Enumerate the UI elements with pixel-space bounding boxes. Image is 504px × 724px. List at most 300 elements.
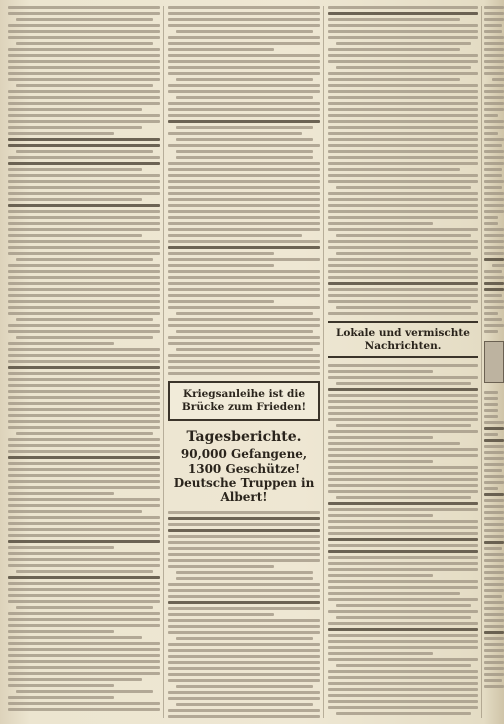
text-line — [168, 619, 320, 622]
text-line — [8, 438, 160, 441]
text-line — [328, 138, 478, 141]
text-line — [328, 574, 433, 577]
text-line — [484, 541, 504, 544]
text-line — [8, 48, 160, 51]
text-line — [484, 595, 502, 598]
text-line — [484, 168, 502, 171]
text-line — [484, 529, 504, 532]
text-line — [484, 625, 504, 628]
war-bond-notice-text: Kriegsanleihe ist die Brücke zum Frieden! — [181, 388, 307, 414]
text-line — [8, 138, 160, 141]
text-line — [484, 475, 504, 478]
text-line — [8, 78, 160, 81]
text-line — [8, 582, 160, 585]
text-line — [168, 366, 320, 369]
local-news-heading: Lokale und vermischte Nachrichten. — [328, 321, 478, 358]
text-line — [168, 102, 320, 105]
text-line — [176, 78, 313, 81]
text-line — [168, 54, 320, 57]
text-line — [484, 102, 504, 105]
text-line — [328, 544, 478, 547]
text-line — [168, 559, 320, 562]
text-line — [8, 276, 160, 279]
text-line — [328, 376, 478, 379]
text-line — [484, 499, 504, 502]
text-line — [168, 282, 320, 285]
text-line — [8, 498, 160, 501]
text-line — [176, 138, 313, 141]
text-line — [484, 144, 502, 147]
text-line — [8, 24, 160, 27]
text-line — [8, 90, 160, 93]
text-line — [8, 552, 160, 555]
text-line — [168, 523, 320, 526]
text-line — [168, 541, 320, 544]
text-line — [484, 138, 504, 141]
text-line — [168, 679, 320, 682]
text-line — [8, 270, 160, 273]
text-line — [168, 655, 320, 658]
text-line — [484, 318, 502, 321]
text-line — [168, 198, 320, 201]
text-line — [484, 126, 504, 129]
text-line — [492, 78, 504, 81]
text-line — [484, 427, 504, 430]
text-line — [8, 534, 160, 537]
text-line — [8, 288, 160, 291]
text-line — [168, 607, 320, 610]
text-line — [8, 588, 160, 591]
text-line — [8, 642, 160, 645]
text-line — [8, 354, 160, 357]
text-line — [168, 174, 320, 177]
text-line — [168, 294, 320, 297]
text-line — [8, 306, 160, 309]
text-line — [328, 18, 460, 21]
text-line — [484, 6, 504, 9]
text-line — [176, 96, 313, 99]
text-line — [328, 90, 478, 93]
text-line — [484, 192, 504, 195]
text-line — [484, 54, 504, 57]
text-line — [8, 648, 160, 651]
text-line — [328, 508, 478, 511]
text-line — [168, 36, 320, 39]
text-line — [484, 324, 504, 327]
text-line — [8, 240, 160, 243]
text-line — [8, 174, 160, 177]
text-line — [168, 144, 320, 147]
text-line — [168, 90, 320, 93]
text-line — [168, 186, 320, 189]
text-line — [8, 420, 160, 423]
text-line — [168, 643, 320, 646]
text-line — [328, 532, 478, 535]
text-line — [328, 394, 478, 397]
text-line — [168, 264, 274, 267]
text-line — [16, 432, 153, 435]
text-line — [168, 204, 320, 207]
text-line — [328, 36, 478, 39]
text-line — [168, 661, 320, 664]
text-line — [484, 445, 504, 448]
text-line — [328, 216, 478, 219]
text-line — [336, 186, 471, 189]
text-line — [8, 708, 160, 711]
text-line — [168, 342, 320, 345]
text-line — [8, 252, 160, 255]
advertisement-block — [484, 341, 504, 383]
text-line — [8, 624, 160, 627]
text-line — [8, 558, 160, 561]
text-line — [484, 511, 504, 514]
text-line — [484, 493, 504, 496]
text-line — [328, 364, 478, 367]
text-line — [484, 150, 504, 153]
text-line — [484, 403, 498, 406]
column-4-edge — [484, 6, 504, 718]
text-line — [484, 96, 504, 99]
text-line — [484, 246, 504, 249]
text-line — [484, 306, 504, 309]
text-line — [16, 258, 153, 261]
text-line — [328, 688, 478, 691]
text-line — [168, 649, 320, 652]
text-line — [8, 192, 160, 195]
text-line — [168, 354, 320, 357]
text-line — [8, 594, 160, 597]
text-line — [8, 54, 160, 57]
text-line — [484, 12, 504, 15]
text-line — [328, 132, 478, 135]
text-line — [328, 592, 460, 595]
text-line — [168, 84, 320, 87]
text-line — [484, 565, 504, 568]
text-line — [484, 240, 504, 243]
text-line — [484, 216, 498, 219]
text-line — [8, 366, 160, 369]
text-line — [484, 222, 498, 225]
text-line — [8, 120, 160, 123]
text-line — [328, 430, 478, 433]
text-line — [8, 528, 160, 531]
text-line — [8, 72, 160, 75]
text-line — [328, 670, 478, 673]
text-line — [328, 108, 478, 111]
text-line — [328, 502, 478, 505]
text-line — [168, 246, 320, 249]
text-line — [484, 415, 498, 418]
text-line — [8, 144, 160, 147]
text-line — [176, 312, 313, 315]
text-line — [168, 691, 320, 694]
text-line — [328, 276, 478, 279]
text-line — [328, 228, 478, 231]
text-line — [8, 456, 160, 459]
text-line — [328, 466, 478, 469]
text-line — [484, 451, 504, 454]
text-line — [484, 439, 504, 442]
text-line — [8, 618, 160, 621]
text-line — [336, 42, 471, 45]
text-line — [168, 180, 320, 183]
text-line — [336, 616, 471, 619]
text-line — [336, 252, 471, 255]
text-line — [176, 156, 313, 159]
text-line — [484, 156, 504, 159]
text-line — [8, 210, 160, 213]
text-line — [484, 583, 504, 586]
text-line — [168, 66, 320, 69]
text-line — [484, 559, 504, 562]
text-line — [8, 114, 160, 117]
text-line — [484, 553, 504, 556]
text-line — [176, 703, 313, 706]
text-line — [484, 228, 504, 231]
text-line — [8, 216, 160, 219]
text-line — [168, 595, 320, 598]
text-line — [328, 300, 478, 303]
text-line — [328, 550, 478, 553]
text-line — [8, 348, 160, 351]
text-line — [168, 132, 302, 135]
text-line — [484, 288, 504, 291]
text-line — [16, 606, 153, 609]
text-line — [8, 66, 160, 69]
text-line — [176, 150, 313, 153]
text-line — [8, 414, 160, 417]
text-line — [336, 712, 471, 715]
text-line — [492, 264, 504, 267]
text-line — [484, 409, 498, 412]
text-line — [168, 114, 320, 117]
text-line — [484, 523, 504, 526]
text-line — [484, 18, 504, 21]
text-line — [328, 538, 478, 541]
text-line — [8, 654, 160, 657]
text-line — [8, 126, 142, 129]
text-line — [8, 384, 160, 387]
text-line — [168, 318, 320, 321]
text-line — [336, 496, 471, 499]
text-line — [328, 312, 478, 315]
text-line — [484, 108, 504, 111]
text-line — [328, 514, 433, 517]
text-line — [16, 690, 153, 693]
text-line — [484, 114, 498, 117]
text-line — [8, 474, 160, 477]
text-line — [484, 571, 504, 574]
text-line — [168, 258, 320, 261]
text-line — [8, 360, 160, 363]
text-line — [484, 48, 504, 51]
text-line — [328, 240, 478, 243]
text-line — [328, 204, 478, 207]
text-line — [328, 634, 478, 637]
text-line — [484, 685, 504, 688]
text-line — [328, 222, 433, 225]
text-line — [484, 66, 504, 69]
text-line — [484, 90, 504, 93]
text-line — [484, 186, 502, 189]
text-line — [8, 462, 160, 465]
text-line — [168, 625, 320, 628]
text-line — [484, 120, 504, 123]
text-line — [484, 72, 504, 75]
text-line — [328, 682, 478, 685]
column-2 — [168, 6, 320, 718]
text-line — [484, 547, 502, 550]
text-line — [8, 168, 142, 171]
text-line — [484, 204, 504, 207]
text-line — [484, 42, 504, 45]
text-line — [168, 709, 320, 712]
text-line — [328, 580, 478, 583]
text-line — [484, 276, 504, 279]
text-line — [328, 388, 478, 391]
text-line — [328, 60, 478, 63]
text-line — [328, 640, 478, 643]
text-line — [328, 652, 433, 655]
column-divider — [163, 6, 164, 718]
text-line — [328, 400, 478, 403]
text-line — [328, 586, 478, 589]
text-line — [168, 288, 320, 291]
text-line — [8, 504, 160, 507]
text-line — [8, 180, 160, 183]
text-line — [8, 390, 160, 393]
text-line — [328, 84, 478, 87]
text-line — [168, 673, 320, 676]
text-line — [484, 391, 498, 394]
text-line — [484, 631, 504, 634]
text-line — [8, 60, 160, 63]
text-line — [484, 294, 502, 297]
text-line — [484, 36, 504, 39]
text-line — [8, 294, 160, 297]
text-line — [168, 372, 320, 375]
text-line — [328, 418, 478, 421]
text-line — [8, 234, 142, 237]
text-line — [484, 282, 504, 285]
text-line — [8, 102, 160, 105]
text-line — [328, 622, 478, 625]
text-line — [484, 84, 504, 87]
text-line — [176, 637, 313, 640]
text-line — [328, 442, 460, 445]
text-line — [8, 480, 160, 483]
text-line — [328, 478, 478, 481]
text-line — [484, 535, 504, 538]
text-line — [8, 378, 160, 381]
text-line — [168, 631, 320, 634]
text-line — [176, 126, 313, 129]
text-line — [484, 252, 504, 255]
text-line — [8, 696, 114, 699]
text-line — [484, 162, 504, 165]
text-line — [336, 306, 471, 309]
text-line — [8, 156, 160, 159]
text-line — [484, 613, 504, 616]
text-line — [168, 360, 320, 363]
text-line — [8, 36, 160, 39]
text-line — [168, 222, 320, 225]
text-line — [484, 661, 504, 664]
text-line — [484, 30, 502, 33]
text-line — [328, 102, 478, 105]
text-line — [8, 282, 160, 285]
daily-reports-heading: Tagesberichte. — [186, 429, 302, 446]
text-line — [8, 228, 160, 231]
text-line — [168, 228, 320, 231]
text-line — [328, 78, 460, 81]
text-line — [168, 6, 320, 9]
text-line — [484, 433, 498, 436]
text-line — [8, 522, 160, 525]
text-line — [168, 535, 320, 538]
text-line — [8, 186, 160, 189]
text-line — [8, 96, 160, 99]
text-line — [168, 336, 320, 339]
text-line — [168, 252, 274, 255]
text-line — [484, 330, 498, 333]
text-line — [168, 162, 320, 165]
text-line — [336, 604, 471, 607]
text-line — [8, 372, 160, 375]
text-line — [16, 84, 153, 87]
text-line — [484, 601, 504, 604]
text-line — [484, 577, 504, 580]
text-line — [8, 30, 160, 33]
text-line — [168, 270, 320, 273]
text-line — [328, 72, 478, 75]
text-line — [328, 150, 478, 153]
text-line — [484, 649, 504, 652]
text-line — [176, 30, 313, 33]
text-line — [8, 12, 160, 15]
text-line — [484, 607, 504, 610]
text-line — [168, 697, 320, 700]
text-line — [328, 294, 478, 297]
text-line — [8, 630, 114, 633]
text-line — [16, 336, 153, 339]
text-line — [168, 583, 320, 586]
text-line — [176, 685, 313, 688]
text-line — [328, 156, 478, 159]
text-line — [484, 487, 498, 490]
text-line — [8, 468, 160, 471]
text-line — [328, 568, 478, 571]
text-line — [8, 612, 160, 615]
text-line — [328, 48, 460, 51]
text-line — [328, 126, 478, 129]
war-bond-notice-box — [168, 381, 320, 421]
text-line — [328, 282, 478, 285]
text-line — [168, 547, 320, 550]
text-line — [328, 472, 478, 475]
text-line — [328, 484, 478, 487]
text-line — [328, 676, 478, 679]
text-line — [328, 706, 478, 709]
column-3 — [328, 6, 478, 718]
text-line — [8, 246, 160, 249]
text-line — [336, 234, 471, 237]
text-line — [328, 460, 433, 463]
text-line — [328, 526, 478, 529]
text-line — [328, 114, 478, 117]
text-line — [168, 18, 320, 21]
text-line — [328, 520, 478, 523]
